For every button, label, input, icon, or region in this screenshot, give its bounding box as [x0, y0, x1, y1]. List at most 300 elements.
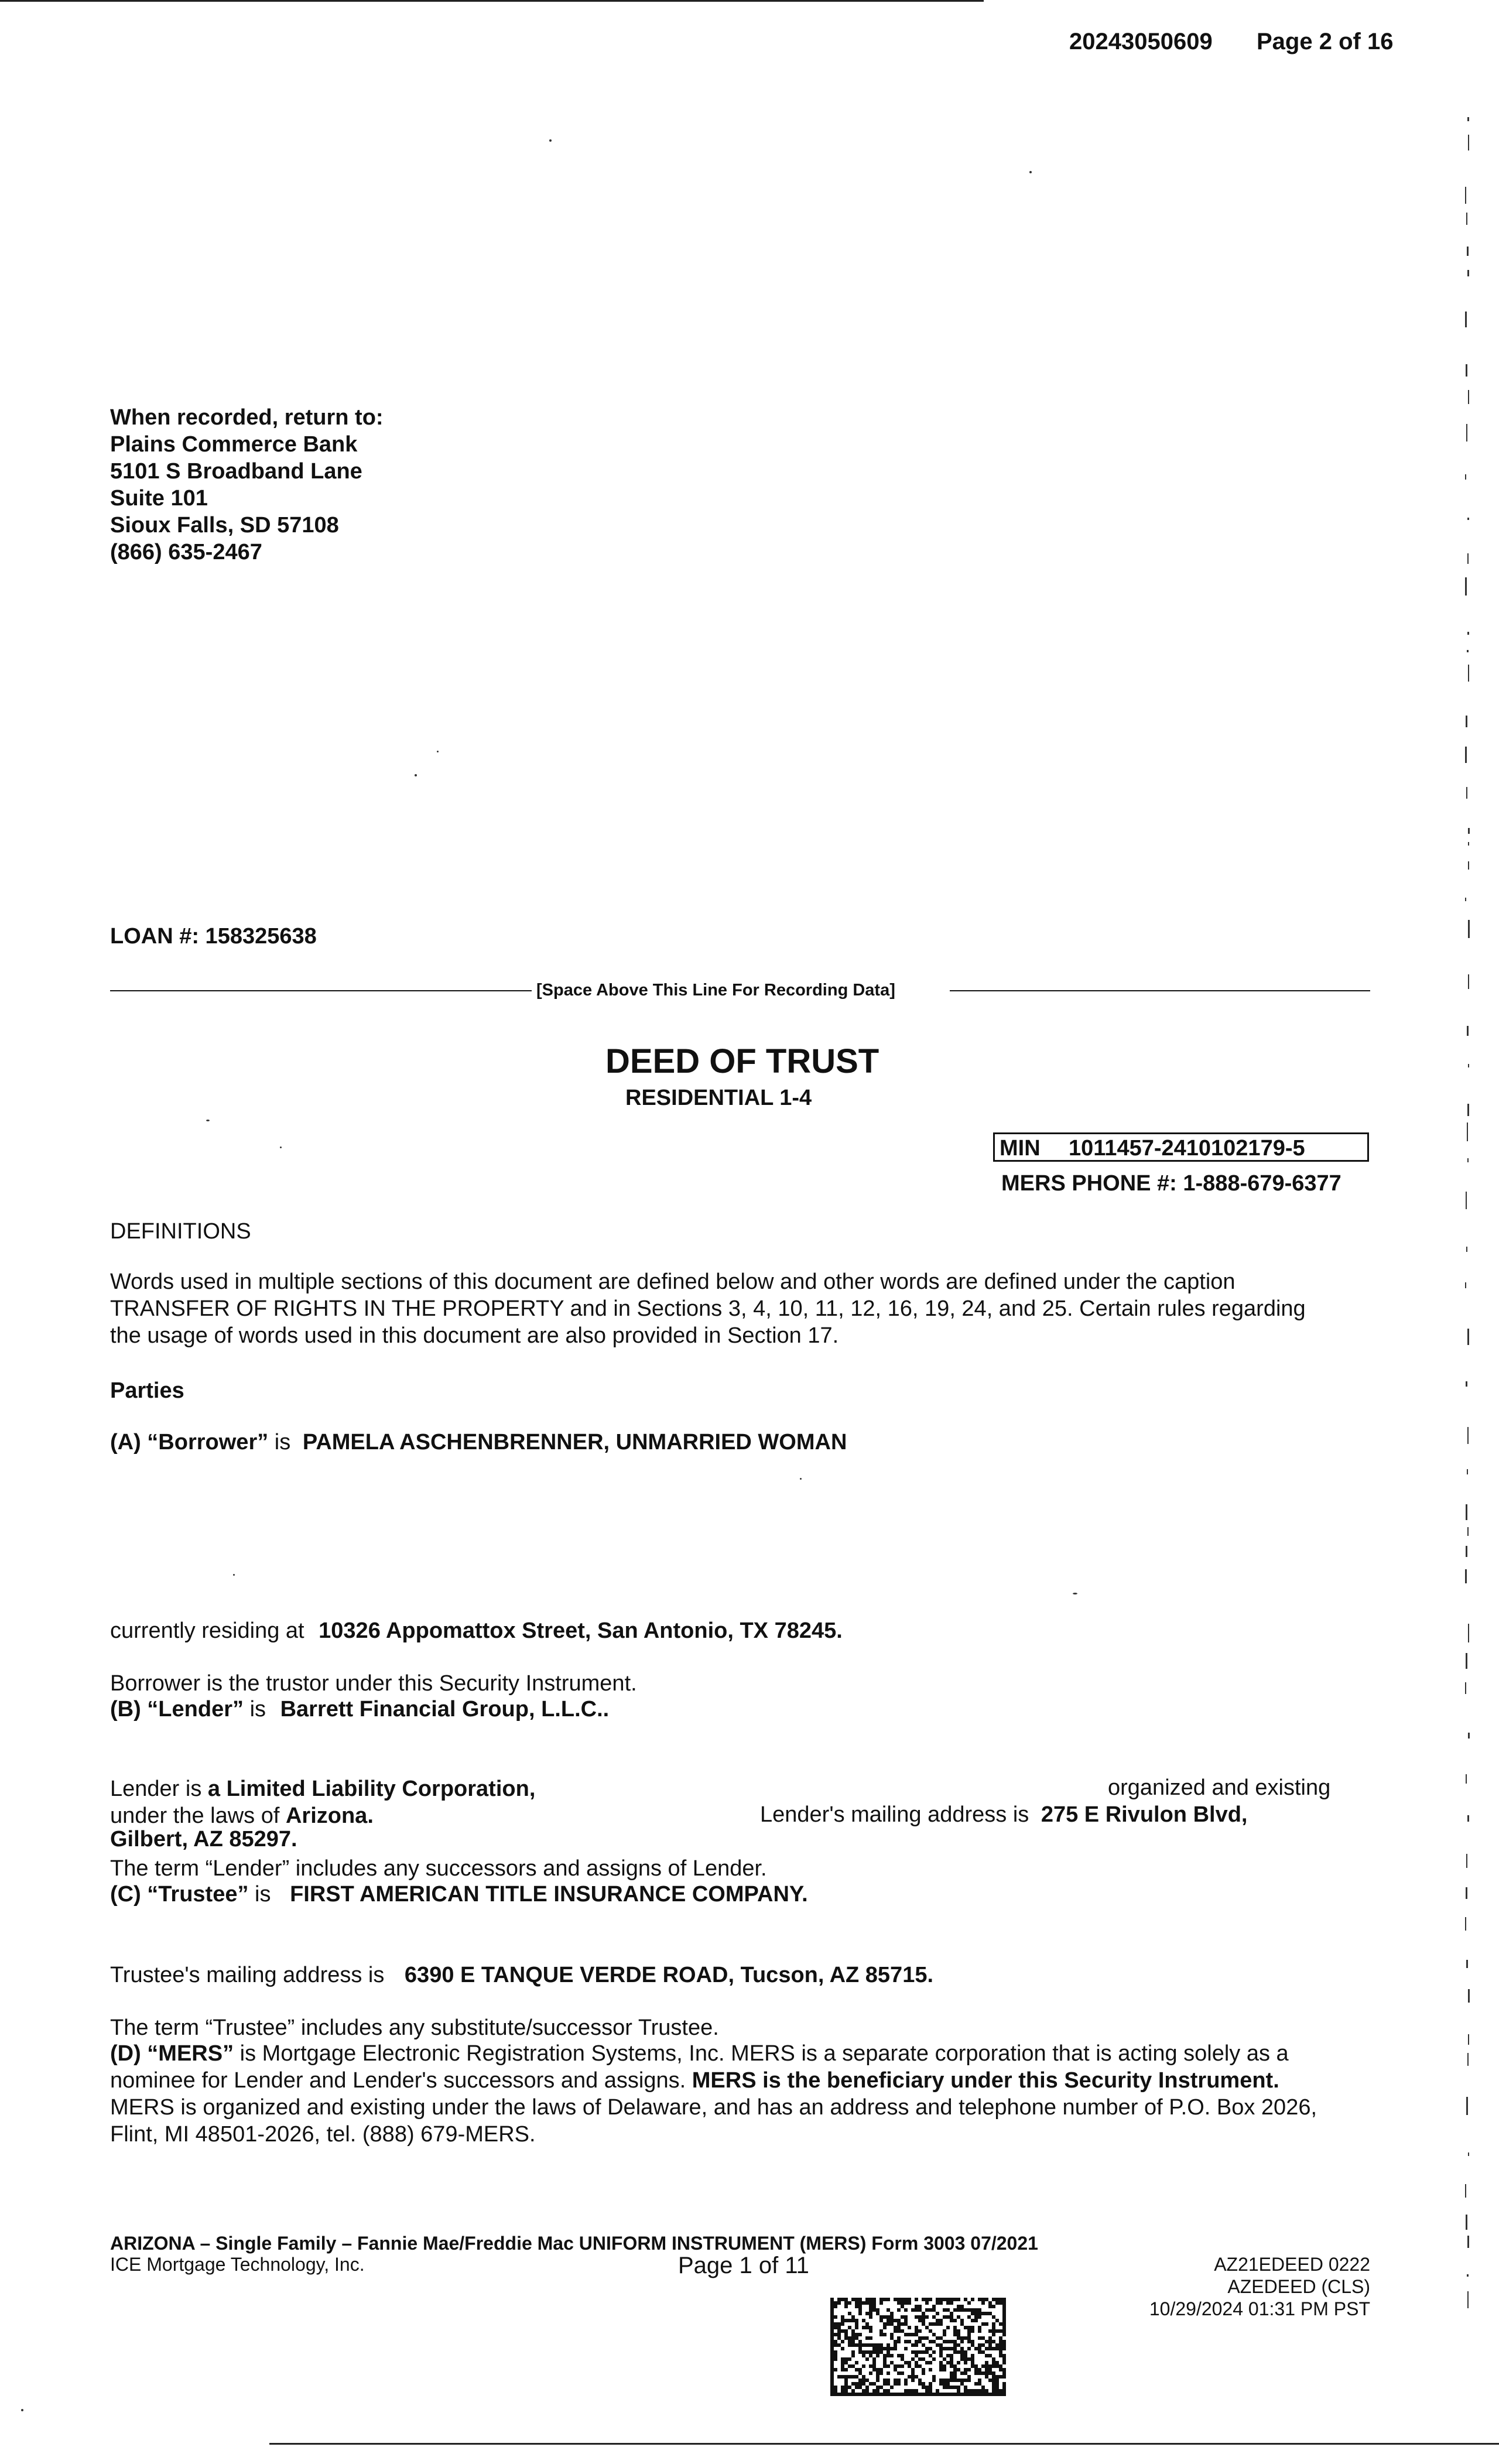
barcode-module: [925, 2350, 929, 2354]
barcode-module: [855, 2382, 858, 2386]
barcode-module: [981, 2336, 985, 2340]
barcode-module: [908, 2326, 911, 2329]
barcode-module: [992, 2322, 995, 2326]
barcode-module: [858, 2308, 862, 2312]
barcode-module: [957, 2305, 960, 2308]
barcode-module: [964, 2368, 967, 2371]
barcode-module: [872, 2347, 876, 2350]
barcode-module: [837, 2326, 841, 2329]
scan-edge-mark: [1466, 1960, 1468, 1968]
barcode-module: [879, 2350, 883, 2354]
barcode-module: [995, 2343, 999, 2347]
barcode-module: [841, 2298, 844, 2301]
barcode-module: [894, 2326, 897, 2329]
barcode-module: [953, 2333, 957, 2336]
barcode-module: [890, 2361, 894, 2364]
barcode-module: [939, 2336, 943, 2340]
barcode-module: [953, 2308, 957, 2312]
barcode-module: [974, 2371, 978, 2375]
barcode-module: [830, 2326, 834, 2329]
barcode-module: [946, 2379, 950, 2382]
barcode-module: [929, 2368, 932, 2371]
barcode-module: [925, 2361, 929, 2364]
barcode-module: [992, 2326, 995, 2329]
barcode-module: [957, 2361, 960, 2364]
barcode-module: [844, 2393, 848, 2396]
barcode-module: [957, 2308, 960, 2312]
barcode-module: [971, 2298, 974, 2301]
barcode-module: [992, 2329, 995, 2333]
barcode-module: [897, 2364, 901, 2368]
scan-edge-mark: [1467, 518, 1469, 520]
barcode-module: [851, 2354, 855, 2357]
lender-line: [110, 1696, 609, 1723]
barcode-module: [862, 2382, 865, 2386]
barcode-module: [848, 2364, 851, 2368]
barcode-module: [844, 2382, 848, 2386]
scan-edge-mark: [1468, 1624, 1469, 1642]
scan-edge-mark: [1467, 1123, 1468, 1141]
barcode-module: [915, 2305, 918, 2308]
mers-line-3: MERS is organized and existing under the laws of Delaware, and has an address and telephone number of P.O. Box 2026,: [110, 2095, 1317, 2120]
barcode-module: [883, 2333, 887, 2336]
barcode-module: [999, 2298, 1002, 2301]
scan-edge-mark: [1465, 312, 1467, 327]
barcode-module: [1002, 2322, 1006, 2326]
barcode-module: [894, 2382, 897, 2386]
barcode-module: [834, 2301, 837, 2305]
barcode-module: [918, 2379, 922, 2382]
barcode-module: [834, 2343, 837, 2347]
barcode-module: [901, 2357, 904, 2361]
barcode-module: [950, 2386, 953, 2389]
scan-edge-mark: [1465, 1917, 1466, 1931]
barcode-module: [901, 2354, 904, 2357]
barcode-module: [876, 2379, 879, 2382]
scan-edge-mark: [1467, 1427, 1469, 1444]
barcode-module: [844, 2368, 848, 2371]
barcode-module: [953, 2386, 957, 2389]
scan-edge-mark: [1467, 2274, 1469, 2277]
barcode-module: [855, 2326, 858, 2329]
barcode-module: [841, 2347, 844, 2350]
barcode-module: [967, 2357, 971, 2361]
scan-speck: [206, 1120, 210, 1121]
barcode-module: [964, 2308, 967, 2312]
barcode-module: [981, 2389, 985, 2393]
barcode-module: [911, 2375, 915, 2379]
barcode-module: [946, 2382, 950, 2386]
barcode-module: [974, 2347, 978, 2350]
barcode-module: [939, 2382, 943, 2386]
barcode-module: [904, 2322, 908, 2326]
return-to-line: (866) 635-2467: [110, 540, 262, 564]
barcode-module: [953, 2298, 957, 2301]
barcode-module: [915, 2298, 918, 2301]
barcode-module: [929, 2389, 932, 2393]
barcode-module: [985, 2361, 988, 2364]
barcode-module: [872, 2368, 876, 2371]
barcode-module: [918, 2329, 922, 2333]
barcode-module: [883, 2379, 887, 2382]
barcode-module: [851, 2350, 855, 2354]
barcode-module: [908, 2340, 911, 2343]
barcode-module: [855, 2305, 858, 2308]
barcode-module: [1002, 2315, 1006, 2319]
barcode-module: [964, 2379, 967, 2382]
scan-edge-mark: [1466, 1653, 1467, 1669]
barcode-module: [830, 2329, 834, 2333]
barcode-module: [971, 2389, 974, 2393]
barcode-module: [974, 2308, 978, 2312]
barcode-module: [953, 2364, 957, 2368]
barcode-module: [834, 2315, 837, 2319]
barcode-module: [939, 2350, 943, 2354]
barcode-module: [830, 2315, 834, 2319]
return-to-line: 5101 S Broadband Lane: [110, 459, 362, 484]
return-to-line: Sioux Falls, SD 57108: [110, 513, 339, 538]
barcode-module: [974, 2382, 978, 2386]
barcode-module: [995, 2364, 999, 2368]
recording-number: 20243050609: [1069, 29, 1213, 54]
barcode-module: [837, 2375, 841, 2379]
footer-vendor: ICE Mortgage Technology, Inc.: [110, 2254, 365, 2275]
barcode-module: [879, 2347, 883, 2350]
barcode-module: [858, 2393, 862, 2396]
barcode-module: [901, 2301, 904, 2305]
barcode-module: [964, 2336, 967, 2340]
barcode-module: [904, 2319, 908, 2322]
scan-edge-mark: [1468, 1989, 1470, 2003]
barcode-module: [932, 2308, 936, 2312]
barcode-module: [862, 2379, 865, 2382]
barcode-module: [904, 2301, 908, 2305]
barcode-module: [999, 2389, 1002, 2393]
barcode-module: [967, 2308, 971, 2312]
barcode-module: [879, 2368, 883, 2371]
mers-beneficiary-statement: MERS is the beneficiary under this Security Instrument.: [692, 2068, 1279, 2093]
barcode-module: [936, 2389, 939, 2393]
barcode-module: [967, 2389, 971, 2393]
barcode-module: [865, 2326, 869, 2329]
scan-edge-mark: [1466, 787, 1467, 799]
scan-speck: [233, 1574, 235, 1576]
barcode-module: [851, 2343, 855, 2347]
barcode-module: [872, 2364, 876, 2368]
barcode-module: [988, 2347, 992, 2350]
barcode-module: [841, 2340, 844, 2343]
barcode-module: [879, 2371, 883, 2375]
barcode-module: [908, 2298, 911, 2301]
barcode-module: [862, 2301, 865, 2305]
barcode-module: [872, 2305, 876, 2308]
barcode-module: [894, 2368, 897, 2371]
barcode-module: [872, 2382, 876, 2386]
lender-successors-note: The term “Lender” includes any successors and assigns of Lender.: [110, 1856, 767, 1881]
barcode-module: [953, 2319, 957, 2322]
barcode-module: [974, 2312, 978, 2315]
scan-edge-mark: [1468, 2034, 1469, 2045]
barcode-module: [844, 2389, 848, 2393]
barcode-module: [953, 2393, 957, 2396]
barcode-module: [855, 2298, 858, 2301]
scan-edge-mark: [1466, 1381, 1467, 1387]
barcode-module: [1002, 2329, 1006, 2333]
barcode-module: [950, 2364, 953, 2368]
lender-entity-type: a Limited Liability Corporation,: [207, 1777, 536, 1801]
barcode-module: [890, 2333, 894, 2336]
barcode-module: [971, 2312, 974, 2315]
footer-timestamp: 10/29/2024 01:31 PM PST: [1149, 2298, 1370, 2319]
barcode-module: [915, 2308, 918, 2312]
barcode-module: [862, 2364, 865, 2368]
barcode-module: [960, 2347, 964, 2350]
barcode-module: [879, 2319, 883, 2322]
borrower-label: (A) “Borrower”: [110, 1430, 269, 1455]
trustee-substitute-note: The term “Trustee” includes any substitute/successor Trustee.: [110, 2015, 719, 2040]
barcode-module: [1002, 2382, 1006, 2386]
barcode-module: [918, 2308, 922, 2312]
barcode-module: [1002, 2347, 1006, 2350]
barcode-module: [943, 2333, 946, 2336]
lender-address-line2: Gilbert, AZ 85297.: [110, 1827, 297, 1852]
barcode-module: [904, 2393, 908, 2396]
barcode-module: [929, 2382, 932, 2386]
barcode-module: [894, 2298, 897, 2301]
barcode-module: [995, 2301, 999, 2305]
barcode-module: [897, 2301, 901, 2305]
scan-edge-mark: [1465, 187, 1466, 204]
barcode-module: [953, 2375, 957, 2379]
barcode-module: [960, 2305, 964, 2308]
barcode-module: [985, 2340, 988, 2343]
recording-page-indicator: Page 2 of 16: [1257, 29, 1394, 54]
barcode-module: [943, 2364, 946, 2368]
barcode-module: [830, 2343, 834, 2347]
barcode-module: [988, 2379, 992, 2382]
barcode-module: [897, 2322, 901, 2326]
barcode-module: [883, 2354, 887, 2357]
barcode-module: [883, 2361, 887, 2364]
barcode-module: [869, 2350, 872, 2354]
barcode-module: [876, 2308, 879, 2312]
barcode-module: [837, 2298, 841, 2301]
barcode-module: [872, 2350, 876, 2354]
barcode-module: [879, 2315, 883, 2319]
barcode-module: [915, 2326, 918, 2329]
lender-address-line1: 275 E Rivulon Blvd,: [1041, 1802, 1248, 1827]
barcode-module: [844, 2361, 848, 2364]
barcode-module: [855, 2343, 858, 2347]
barcode-module: [1002, 2371, 1006, 2375]
barcode-module: [939, 2298, 943, 2301]
barcode-module: [887, 2379, 890, 2382]
barcode-module: [929, 2361, 932, 2364]
barcode-module: [834, 2389, 837, 2393]
scan-edge-mark: [1467, 270, 1469, 276]
barcode-module: [837, 2333, 841, 2336]
barcode-module: [869, 2308, 872, 2312]
barcode-module: [894, 2329, 897, 2333]
barcode-module: [869, 2382, 872, 2386]
barcode-module: [922, 2343, 925, 2347]
barcode-module: [883, 2347, 887, 2350]
barcode-module: [922, 2312, 925, 2315]
barcode-module: [883, 2315, 887, 2319]
scan-edge-mark: [1468, 828, 1470, 834]
barcode-module: [855, 2301, 858, 2305]
barcode-module: [858, 2386, 862, 2389]
barcode-module: [946, 2354, 950, 2357]
barcode-module: [957, 2350, 960, 2354]
mers-line-4: Flint, MI 48501-2026, tel. (888) 679-MERS.: [110, 2122, 536, 2147]
barcode-module: [897, 2319, 901, 2322]
barcode-module: [936, 2343, 939, 2347]
barcode-module: [960, 2382, 964, 2386]
barcode-module: [904, 2389, 908, 2393]
barcode-module: [837, 2393, 841, 2396]
barcode-module: [915, 2343, 918, 2347]
barcode-module: [894, 2379, 897, 2382]
barcode-module: [865, 2322, 869, 2326]
barcode-module: [830, 2322, 834, 2326]
barcode-module: [830, 2382, 834, 2386]
barcode-module: [918, 2315, 922, 2319]
barcode-module: [887, 2315, 890, 2319]
barcode-module: [830, 2371, 834, 2375]
barcode-module: [992, 2389, 995, 2393]
bottom-scan-edge: [269, 2443, 1499, 2445]
barcode-module: [925, 2326, 929, 2329]
barcode-module: [999, 2340, 1002, 2343]
barcode-module: [918, 2305, 922, 2308]
barcode-module: [988, 2354, 992, 2357]
barcode-module: [851, 2315, 855, 2319]
barcode-module: [939, 2368, 943, 2371]
scan-speck: [1029, 171, 1032, 173]
lender-organized-label: organized and existing: [1108, 1775, 1331, 1800]
barcode-module: [918, 2357, 922, 2361]
barcode-module: [876, 2354, 879, 2357]
barcode-module: [851, 2340, 855, 2343]
barcode-module: [862, 2350, 865, 2354]
barcode-module: [858, 2382, 862, 2386]
barcode-module: [950, 2319, 953, 2322]
barcode-module: [932, 2315, 936, 2319]
mers-line-1: [110, 2040, 1317, 2067]
barcode-module: [939, 2322, 943, 2326]
barcode-module: [869, 2354, 872, 2357]
barcode-2d: [830, 2298, 1006, 2396]
barcode-module: [872, 2298, 876, 2301]
barcode-module: [844, 2298, 848, 2301]
barcode-module: [922, 2315, 925, 2319]
barcode-module: [960, 2354, 964, 2357]
definitions-heading: DEFINITIONS: [110, 1219, 251, 1244]
barcode-module: [974, 2319, 978, 2322]
barcode-module: [908, 2364, 911, 2368]
barcode-module: [844, 2329, 848, 2333]
barcode-module: [851, 2375, 855, 2379]
scan-edge-mark: [1466, 364, 1467, 377]
barcode-module: [988, 2312, 992, 2315]
barcode-module: [946, 2393, 950, 2396]
barcode-module: [887, 2350, 890, 2354]
barcode-module: [865, 2336, 869, 2340]
barcode-module: [1002, 2319, 1006, 2322]
barcode-module: [841, 2393, 844, 2396]
barcode-module: [992, 2364, 995, 2368]
barcode-module: [830, 2389, 834, 2393]
barcode-module: [908, 2389, 911, 2393]
barcode-module: [953, 2371, 957, 2375]
barcode-module: [848, 2393, 851, 2396]
barcode-module: [851, 2333, 855, 2336]
barcode-module: [901, 2364, 904, 2368]
barcode-module: [844, 2375, 848, 2379]
barcode-module: [876, 2368, 879, 2371]
barcode-module: [915, 2340, 918, 2343]
barcode-module: [911, 2333, 915, 2336]
barcode-module: [855, 2322, 858, 2326]
scan-edge-mark: [1466, 1774, 1467, 1784]
barcode-module: [971, 2354, 974, 2357]
trustee-label: (C) “Trustee”: [110, 1882, 249, 1907]
barcode-module: [830, 2386, 834, 2389]
barcode-module: [992, 2357, 995, 2361]
barcode-module: [879, 2298, 883, 2301]
barcode-module: [834, 2305, 837, 2308]
loan-number: LOAN #: 158325638: [110, 924, 317, 949]
scan-edge-mark: [1467, 1329, 1469, 1345]
barcode-module: [950, 2301, 953, 2305]
barcode-module: [897, 2308, 901, 2312]
barcode-module: [830, 2298, 834, 2301]
barcode-module: [936, 2301, 939, 2305]
barcode-module: [946, 2301, 950, 2305]
borrower-address: 10326 Appomattox Street, San Antonio, TX 78245.: [319, 1618, 843, 1643]
barcode-module: [939, 2361, 943, 2364]
barcode-module: [995, 2379, 999, 2382]
barcode-module: [841, 2364, 844, 2368]
scan-edge-mark: [1465, 577, 1467, 596]
barcode-module: [985, 2347, 988, 2350]
barcode-module: [841, 2329, 844, 2333]
barcode-module: [995, 2298, 999, 2301]
barcode-module: [883, 2298, 887, 2301]
barcode-module: [950, 2347, 953, 2350]
barcode-module: [830, 2312, 834, 2315]
barcode-module: [957, 2333, 960, 2336]
barcode-module: [855, 2368, 858, 2371]
barcode-module: [957, 2329, 960, 2333]
barcode-module: [953, 2340, 957, 2343]
scan-edge-mark: [1468, 135, 1469, 150]
barcode-module: [834, 2322, 837, 2326]
barcode-module: [865, 2312, 869, 2315]
barcode-module: [978, 2368, 981, 2371]
barcode-module: [876, 2350, 879, 2354]
barcode-module: [995, 2393, 999, 2396]
barcode-module: [865, 2350, 869, 2354]
barcode-module: [915, 2389, 918, 2393]
barcode-module: [830, 2393, 834, 2396]
borrower-name: PAMELA ASCHENBRENNER, UNMARRIED WOMAN: [302, 1430, 847, 1455]
barcode-module: [943, 2347, 946, 2350]
scan-speck: [21, 2409, 23, 2411]
barcode-module: [908, 2361, 911, 2364]
barcode-module: [911, 2368, 915, 2371]
